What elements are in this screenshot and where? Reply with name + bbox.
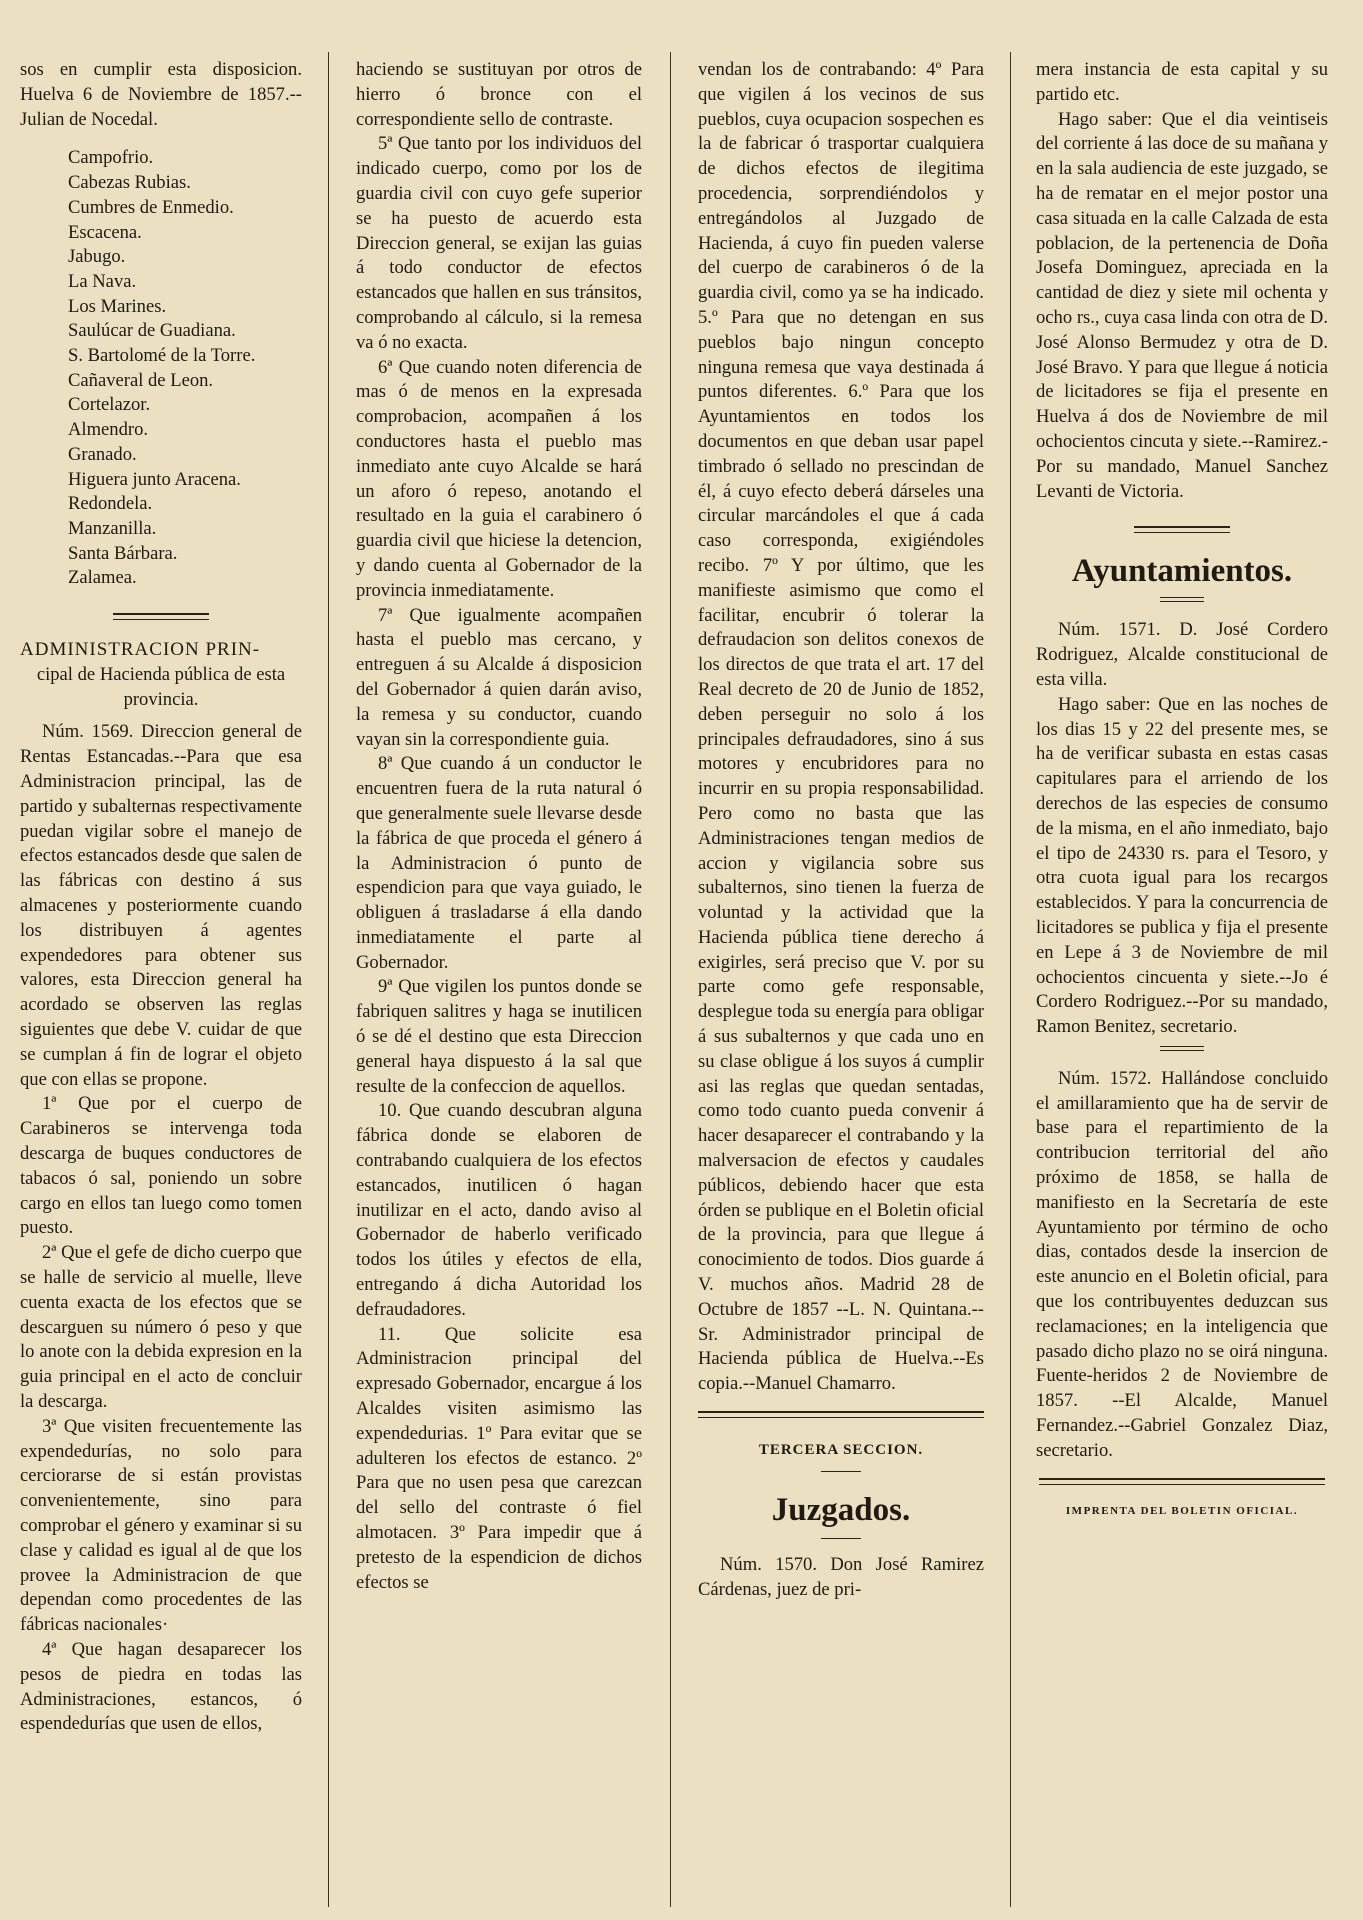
paragraph: Hago saber: Que en las noches de los dias 15 y 22 del presente mes, se ha de verificar subasta en estas casas capitulares para el arriendo de los derechos de las especies de consumo de la misma, en el año inmediato, bajo el tipo de 24330 rs. para el Tesoro, y otra cuota igual para los recargos establecidos. Y para la concurrencia de licitadores se publica y fija el presente en Lepe á 3 de Noviembre de mil ochocientos cincuenta y siete.--Jo é Cordero Rodriguez.--Por su mandado, Ramon Benitez, secretario. [1036,693,1328,1038]
paragraph: Núm. 1569. Direccion general de Rentas Estancadas.--Para que esa Administracion principal, las de partido y subalternas respectivamente puedan vigilar sobre el manejo de efectos estancados desde que salen de las fábricas con destino á sus almacenes y posteriormente cuando los distribuyen á agentes expendedores para obtener sus valores, esta Direccion general ha acordado se observen las reglas siguientes que debe V. cuidar de que se cumplan á fin de lograr el objeto que con ellas se propone. [20,721,302,1090]
town-list-item: Cabezas Rubias. [68,172,191,194]
paragraph: Hago saber: Que el dia veintiseis del corriente á las doce de su mañana y en la sala audiencia de este juzgado, se ha de rematar en el mejor postor una casa situada en la calle Calzada de esta poblacion, de la pertenencia de Doña Josefa Dominguez, apreciada en la cantidad de diez y siete mil ochenta y ocho rs., cuya casa linda con otra de D. José Alonso Bermudez y otra de D. José Bravo. Y para que llegue á noticia de licitadores se fija el presente en Huelva á dos de Noviembre de mil ochocientos cincuta y siete.--Ramirez.-Por su mandado, Manuel Sanchez Levanti de Victoria. [1036,108,1328,502]
ornament-divider [113,613,209,620]
ornament-divider [1160,1046,1204,1051]
paragraph: 9ª Que vigilen los puntos donde se fabriquen salitres y haga se inutilicen ó se dé el destino que esta Direccion general haya dispuesto á la sal que resulte de la confeccion de aquellos. [356,976,642,1097]
town-list-item: Redondela. [68,493,153,515]
town-list-item: Santa Bárbara. [68,542,178,564]
paragraph: Núm. 1572. Hallándose concluido el amillaramiento que ha de servir de base para el repartimiento de la contribucion territorial del año próximo de 1858, se halla de manifiesto en la Secretaría de este Ayuntamiento por término de ocho dias, contados desde la insercion de este anuncio en el Boletin oficial, para que los contribuyentes deduzcan sus reclamaciones; en la inteligencia que pasado dicho plazo no se oirá ninguna. Fuente-heridos 2 de Noviembre de 1857. --El Alcalde, Manuel Fernandez.--Gabriel Gonzalez Diaz, secretario. [1036,1067,1328,1461]
paragraph: Núm. 1570. Don José Ramirez Cárdenas, juez de pri- [698,1553,984,1600]
paragraph: 1ª Que por el cuerpo de Carabineros se intervenga toda descarga de buques conductores de tabacos ó sal, poniendo un sobre cargo en ellos tan luego como tomen puesto. [20,1093,302,1239]
paragraph: 3ª Que visiten frecuentemente las expendedurías, no solo para cerciorarse de si están provistas convenientemente, sino para comprobar el género y examinar si su clase y calidad es igual al de que los provee la Administracion de que dependan como procedentes de las fábricas nacionales· [20,1415,302,1636]
town-list-item: Zalamea. [68,567,137,589]
ornament-divider [1039,1478,1325,1485]
printer-imprint: IMPRENTA DEL BOLETIN OFICIAL. [1065,1504,1299,1517]
section-label: TERCERA SECCION. [758,1442,924,1459]
column-3 [698,58,984,1908]
town-list-item: Saulúcar de Guadiana. [68,320,236,342]
paragraph: 8ª Que cuando á un conductor le encuentren fuera de la ruta natural ó que generalmente suele llevarse desde la fábrica de que proceda el género á la Administracion ó punto de espendicion para que vaya guiado, le obliguen á trasladarse á ella dando inmediatamente el parte al Gobernador. [356,753,642,973]
town-list-item: Cañaveral de Leon. [68,369,214,391]
ornament-divider [698,1411,984,1418]
town-list-item: Cortelazor. [68,394,151,416]
column-4 [1036,58,1328,1908]
town-list-item: S. Bartolomé de la Torre. [68,345,256,367]
paragraph: 11. Que solicite esa Administracion principal del expresado Gobernador, encargue á los Alcaldes visiten asimismo las expendedurias. 1º Para evitar que se adulteren los efectos de estanco. 2º Para que no usen pesa que carezcan del sello del contraste ó fiel almotacen. 3º Para impedir que á pretesto de la espendicion de dichos efectos se [356,1323,642,1593]
section-title: Ayuntamientos. [1071,553,1293,590]
town-list-item: Cumbres de Enmedio. [68,196,234,218]
column-rule-2 [670,52,671,1907]
town-list-item: Granado. [68,443,137,465]
town-list-item: La Nava. [68,270,137,292]
ornament-divider [1160,597,1204,602]
column-2 [356,58,642,1908]
town-list-item: Campofrio. [68,147,154,169]
town-list-item: Manzanilla. [68,517,157,539]
column-1 [20,58,302,1908]
column-rule-1 [328,52,329,1907]
paragraph: Núm. 1571. D. José Cordero Rodriguez, Alcalde constitucional de esta villa. [1036,619,1328,690]
paragraph: 2ª Que el gefe de dicho cuerpo que se halle de servicio al muelle, lleve cuenta exacta de los efectos que se descarguen su número ó peso y que lo anote con la debida expresion en la guia principal en el acto de concluir la descarga. [20,1242,302,1412]
town-list-item: Los Marines. [68,295,167,317]
paragraph: 6ª Que cuando noten diferencia de mas ó de menos en la expresada comprobacion, acompañen á los conductores hasta el pueblo mas inmediato ante cuyo Alcalde se hará un aforo ó repeso, anotando el resultado en la guia el carabinero ó guardia civil que hiciese la detencion, y dando cuenta al Gobernador de la provincia inmediatamente. [356,356,642,601]
dash-divider [821,1538,861,1539]
notice-closing: sos en cumplir esta disposicion. Huelva 6 de Noviembre de 1857.--Julian de Nocedal. [20,59,302,130]
town-list-item: Escacena. [68,221,142,243]
ornament-divider [1134,526,1230,533]
admin-heading: ADMINISTRACION PRIN- [20,639,261,661]
column-rule-3 [1010,52,1011,1907]
town-list [68,146,302,591]
paragraph: 7ª Que igualmente acompañen hasta el pueblo mas cercano, y entreguen á su Alcalde á disposicion del Gobernador á quien darán aviso, la remesa y su conductor, cuando vayan sin la correspondiente guia. [356,604,642,750]
town-list-item: Higuera junto Aracena. [68,468,241,490]
paragraph: 5ª Que tanto por los individuos del indicado cuerpo, como por los de guardia civil con cuyo gefe superior se ha puesto de acuerdo esta Direccion general, se exijan las guias á todo conductor de efectos estancados que hallen en sus tránsitos, comprobando al cálculo, si la remesa va ó no exacta. [356,133,642,353]
town-list-item: Jabugo. [68,246,126,268]
paragraph: 10. Que cuando descubran alguna fábrica donde se elaboren de contrabando cualquiera de los efectos estancados, inutilicen ó hagan inutilizar en el acto, dando aviso al Gobernador de haberlo verificado todos los útiles y efectos de ella, entregando á dicha Autoridad los defraudadores. [356,1100,642,1320]
admin-subheading: cipal de Hacienda pública de esta provincia. [36,663,286,710]
paragraph: 4ª Que hagan desaparecer los pesos de piedra en todas las Administraciones, estancos, ó espendedurías que usen de ellos, [20,1638,302,1735]
paragraph: vendan los de contrabando: 4º Para que vigilen á los vecinos de sus pueblos, cuya ocupacion sospechen es la de fabricar ó trasportar cualquiera de dichos efectos de ilegitima procedencia, sorprendiéndolos y entregándolos al Juzgado de Hacienda, á cuyo fin pueden valerse del cuerpo de carabineros ó de la guardia civil, como ya se ha indicado. 5.º Para que no detengan en sus pueblos bajo ningun concepto ninguna remesa que vaya destinada á puntos diferentes. 6.º Para que los Ayuntamientos en todos los documentos en que deban usar papel timbrado ó sellado no prescindan de él, á cuyo efecto deberá dárseles una circular marcándoles el que á cada caso corresponda, exigiéndoles recibo. 7º Y por último, que les manifieste asimismo que como el facilitar, encubrir ó tolerar la defraudacion son delitos conexos de los directos de que trata el art. 17 del Real decreto de 20 de Junio de 1852, deben perseguir no solo á los principales defraudadores, sino á sus motores y encubridores para no incurrir en su propia responsabilidad. Pero como no basta que las Administraciones tengan medios de accion y vigilancia sobre sus subalternos, sino tienen la fuerza de voluntad y la actividad que la Hacienda pública tiene derecho á exigirles, será preciso que V. por su parte como gefe responsable, desplegue toda su energía para obligar á sus subalternos y que cada uno en su clase obligue á los suyos á cumplir asi las reglas que quedan sentadas, como todo cuanto pueda convenir á hacer desaparecer el contrabando y la malversacion de efectos y caudales públicos, debiendo hacer que esta órden se publique en el Boletin oficial de la provincia, para que llegue á conocimiento de todos. Dios guarde á V. muchos años. Madrid 28 de Octubre de 1857 --L. N. Quintana.--Sr. Administrador principal de Hacienda pública de Huelva.--Es copia.--Manuel Chamarro. [698,59,984,1395]
paragraph: haciendo se sustituyan por otros de hierro ó bronce con el correspondiente sello de contraste. [356,59,642,130]
dash-divider [821,1471,861,1472]
paragraph: mera instancia de esta capital y su partido etc. [1036,59,1328,105]
section-title: Juzgados. [771,1491,911,1528]
town-list-item: Almendro. [68,419,149,441]
